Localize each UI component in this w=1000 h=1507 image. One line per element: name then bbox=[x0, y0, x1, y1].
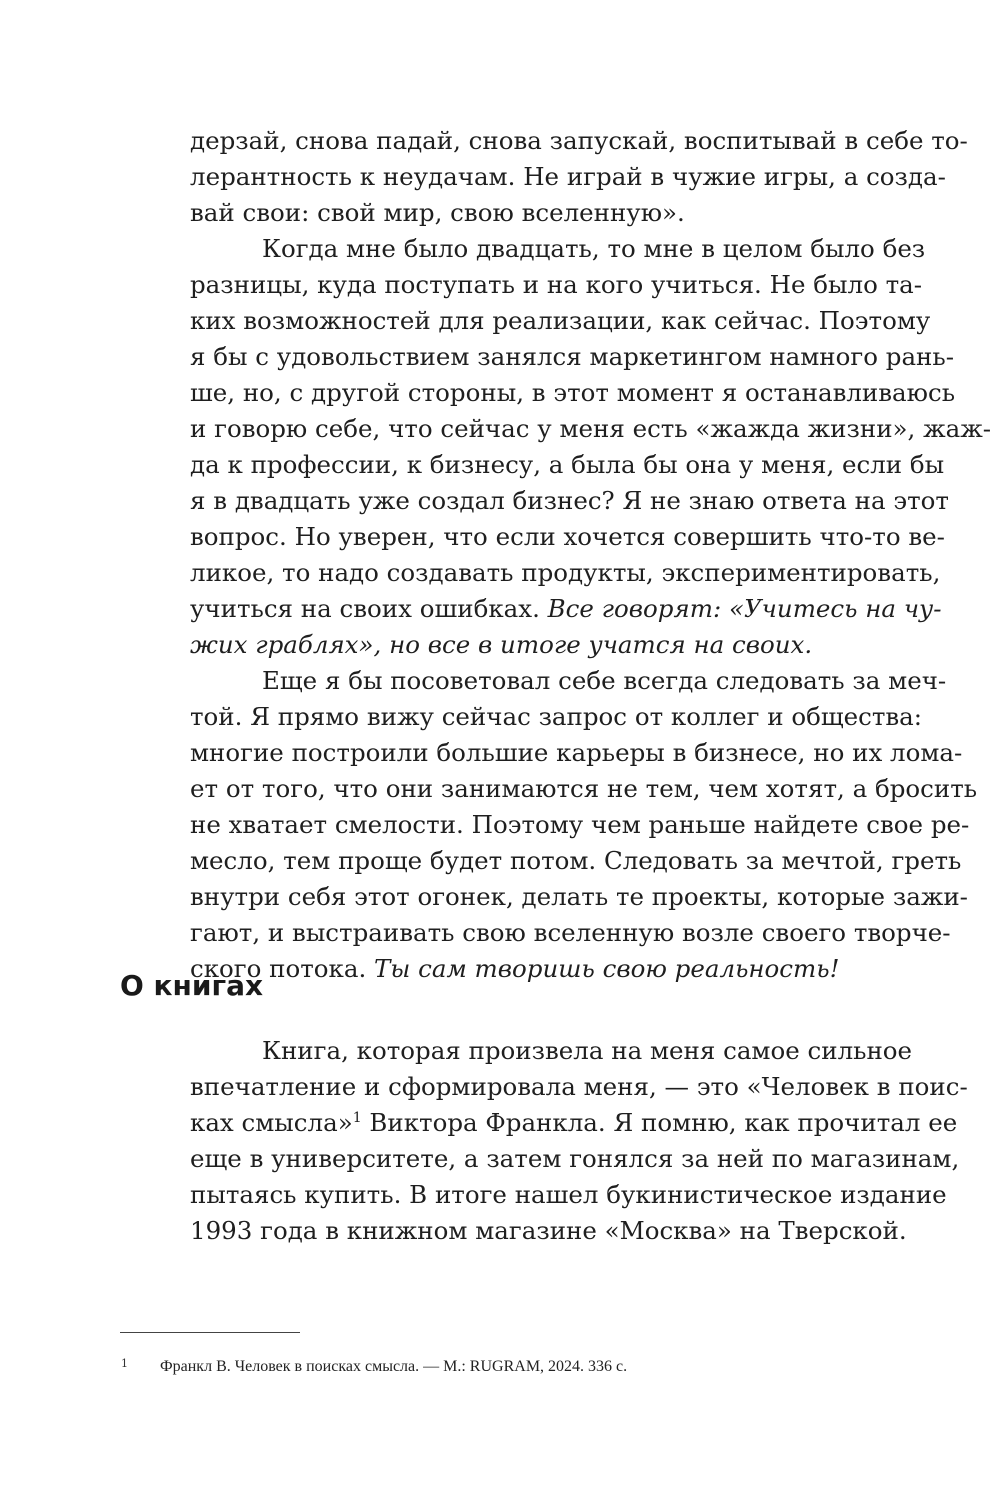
footnote-number: 1 bbox=[121, 1357, 128, 1370]
text-line: 1993 года в книжном магазине «Москва» на Тверской. bbox=[190, 1216, 907, 1245]
text-line bbox=[190, 949, 880, 989]
text-line: ше, но, с другой стороны, в этот момент я останавливаюсь bbox=[190, 378, 956, 407]
text-line: дерзай, снова падай, снова запускай, воспитывай в себе то- bbox=[190, 126, 968, 155]
footnote-text: Франкл В. Человек в поисках смысла. — М.: RUGRAM, 2024. 336 с. bbox=[160, 1358, 628, 1375]
footnote-divider bbox=[120, 1332, 300, 1333]
text-line: впечатление и сформировала меня, — это «Человек в поис- bbox=[190, 1072, 968, 1101]
text-line bbox=[190, 625, 880, 665]
text-line: я бы с удовольствием занялся маркетингом намного рань- bbox=[190, 342, 954, 371]
text-line: внутри себя этот огонек, делать те проекты, которые зажи- bbox=[190, 882, 968, 911]
text-line: вай свои: свой мир, свою вселенную». bbox=[190, 198, 685, 227]
text-line: не хватает смелости. Поэтому чем раньше найдете свое ре- bbox=[190, 810, 970, 839]
text-line bbox=[190, 589, 942, 629]
italic-quote: жих граблях», но все в итоге учатся на своих. bbox=[190, 630, 813, 659]
text-line: Книга, которая произвела на меня самое сильное bbox=[262, 1036, 913, 1065]
text-line: ких возможностей для реализации, как сейчас. Поэтому bbox=[190, 306, 931, 335]
text-line: разницы, куда поступать и на кого учиться. Не было та- bbox=[190, 270, 923, 299]
text-span: Виктора Франкла. Я помню, как прочитал ее bbox=[361, 1108, 958, 1137]
italic-quote: Все говорят: «Учитесь на чу- bbox=[547, 594, 942, 623]
text-line: пытаясь купить. В итоге нашел букинистическое издание bbox=[190, 1180, 947, 1209]
text-line: да к профессии, к бизнесу, а была бы она у меня, если бы bbox=[190, 450, 945, 479]
text-span: ского потока. bbox=[190, 954, 375, 983]
text-line: той. Я прямо вижу сейчас запрос от коллег и общества: bbox=[190, 702, 923, 731]
text-line: месло, тем проще будет потом. Следовать за мечтой, греть bbox=[190, 846, 962, 875]
text-line: ликое, то надо создавать продукты, экспериментировать, bbox=[190, 558, 941, 587]
text-line: я в двадцать уже создал бизнес? Я не знаю ответа на этот bbox=[190, 486, 949, 515]
footnote-ref[interactable]: 1 bbox=[352, 1110, 362, 1126]
text-line: гают, и выстраивать свою вселенную возле своего творче- bbox=[190, 918, 951, 947]
text-line: Еще я бы посоветовал себе всегда следовать за меч- bbox=[262, 666, 947, 695]
text-line: вопрос. Но уверен, что если хочется совершить что-то ве- bbox=[190, 522, 945, 551]
text-line bbox=[190, 1103, 958, 1143]
text-line: еще в университете, а затем гонялся за ней по магазинам, bbox=[190, 1144, 960, 1173]
text-span: учиться на своих ошибках. bbox=[190, 594, 548, 623]
text-line: Когда мне было двадцать, то мне в целом было без bbox=[262, 234, 926, 263]
text-line: многие построили большие карьеры в бизнесе, но их лома- bbox=[190, 738, 963, 767]
text-line: и говорю себе, что сейчас у меня есть «жажда жизни», жаж- bbox=[190, 414, 992, 443]
italic-quote: Ты сам творишь свою реальность! bbox=[374, 954, 840, 983]
text-line: лерантность к неудачам. Не играй в чужие игры, а созда- bbox=[190, 162, 946, 191]
text-span: ках смысла» bbox=[190, 1108, 353, 1137]
text-line: ет от того, что они занимаются не тем, чем хотят, а бросить bbox=[190, 774, 978, 803]
section-heading: О книгах bbox=[120, 969, 264, 1002]
